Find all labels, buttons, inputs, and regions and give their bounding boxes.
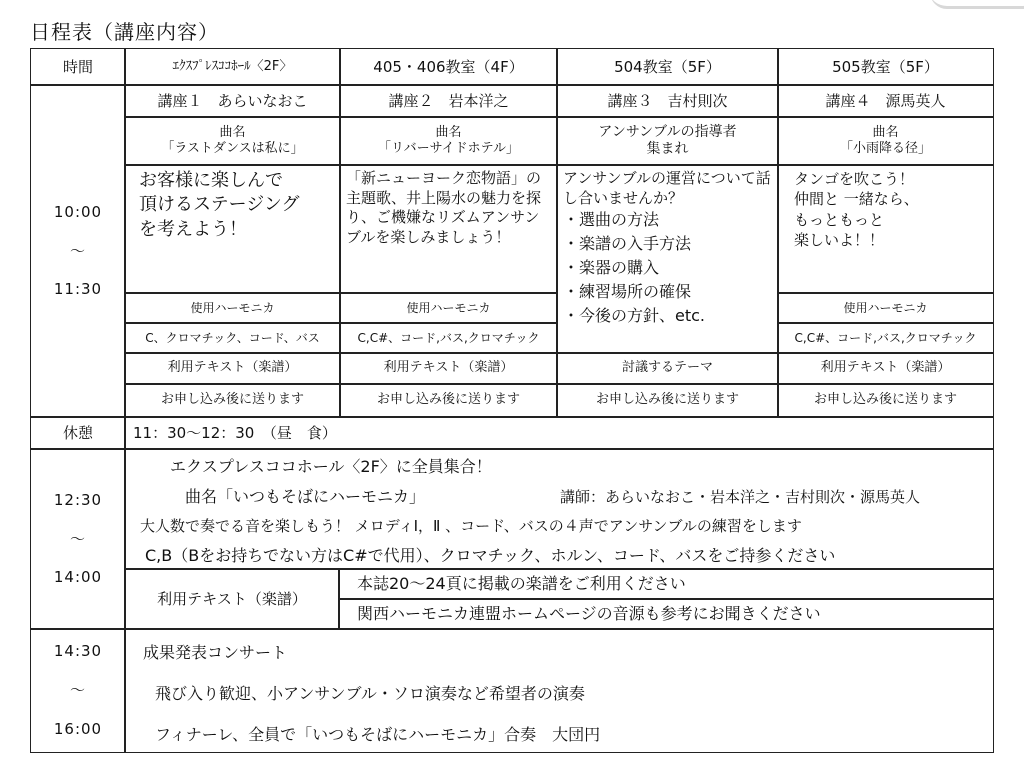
concert-time-end: 16:00 [53,719,103,738]
course-4-song: 「小雨降る径」 [839,141,931,156]
course-1-song-label: 曲名 [219,124,246,140]
concert-line-2: 飛び入り歓迎、小アンサンブル・ソロ演奏など希望者の演奏 [155,684,585,703]
page-title: 日程表（講座内容） [30,20,219,44]
course-1-harmonica: C、クロマチック、コード、バス [124,322,341,354]
course-4-harmonica-label: 使用ハーモニカ [777,292,994,324]
break-text: 11：30～12：30 （昼 食） [124,416,994,450]
course-1-song: 「ラストダンスは私に」 [161,141,304,156]
morning-time-start: 10:00 [53,202,103,221]
course-1-desc: お客様に楽しんで 頂けるステージング を考えよう！ [124,164,341,294]
concert-line-1: 成果発表コンサート [143,643,288,662]
course-2-text-note: お申し込み後に送ります [339,383,558,418]
afternoon-text-line-1: 本誌20～24頁に掲載の楽譜をご利用ください [338,568,994,600]
concert-time-start: 14:30 [53,642,103,661]
course-3-item-3: ・楽器の購入 [563,258,660,277]
course-2-song-cell [339,116,558,166]
course-2-song-label: 曲名 [435,124,462,140]
course-3-name: 講座３ 吉村則次 [556,84,779,118]
header-room-1: ｴｸｽﾌﾟﾚｽｺｺﾎｰﾙ〈2F〉 [124,48,341,86]
course-2-name: 講座２ 岩本洋之 [339,84,558,118]
afternoon-time-end: 14:00 [53,568,103,587]
afternoon-line-1: エクスプレスココホール〈2F〉に全員集合！ [170,457,492,476]
decorative-arc [930,0,1024,9]
course-4-song-cell [777,116,994,166]
concert-time-sep: ～ [69,681,86,700]
course-1-name: 講座１ あらいなおこ [124,84,341,118]
course-4-song-label: 曲名 [872,124,899,140]
course-2-harmonica: C,C#、コード,バス,クロマチック [339,322,558,354]
course-1-text-label: 利用テキスト（楽譜） [124,352,341,385]
afternoon-time-cell [30,448,126,630]
afternoon-line-2: 曲名「いつもそばにハーモニカ」 [185,487,426,506]
concert-time-cell [30,628,126,753]
concert-line-3: フィナーレ、全員で「いつもそばにハーモニカ」合奏 大団円 [155,725,601,744]
course-2-desc: 「新ニューヨーク恋物語」の主題歌、井上陽水の魅力を探り、ご機嫌なリズムアンサンブルを楽しみましょう！ [339,164,558,294]
course-4-desc: タンゴを吹こう！ 仲間と 一緒なら、 もっともっと 楽しいよ！！ [777,164,994,294]
course-2-song: 「リバーサイドホテル」 [377,141,520,156]
course-3-item-4: ・練習場所の確保 [563,282,692,301]
header-room-3: 504教室（5F） [556,48,779,86]
afternoon-time-sep: ～ [69,529,86,548]
afternoon-text-line-2: 関西ハーモニカ連盟ホームページの音源も参考にお聞きください [338,598,994,630]
header-room-2: 405・406教室（4F） [339,48,558,86]
afternoon-line-3: 大人数で奏でる音を楽しもう！ メロディⅠ，Ⅱ 、コード、バスの４声でアンサンブルの練習をします [140,517,802,535]
course-3-text-label: 討議するテーマ [556,352,779,385]
header-room-4: 505教室（5F） [777,48,994,86]
course-4-text-label: 利用テキスト（楽譜） [777,352,994,385]
morning-time-sep: ～ [69,241,86,260]
morning-time-cell [30,84,126,418]
course-4-text-note: お申し込み後に送ります [777,383,994,418]
course-4-harmonica: C,C#、コード,バス,クロマチック [777,322,994,354]
course-3-desc-cell [556,164,779,354]
course-3-desc: アンサンブルの運営について話し合いませんか？ [563,169,771,207]
course-2-text-label: 利用テキスト（楽譜） [339,352,558,385]
header-time: 時間 [30,48,126,86]
course-2-harmonica-label: 使用ハーモニカ [339,292,558,324]
course-3-item-1: ・選曲の方法 [563,210,660,229]
afternoon-line-4: C,B（Bをお持ちでない方はC#で代用）、クロマチック、ホルン、コード、バスをご持参ください [145,546,836,565]
course-3-topic: アンサンブルの指導者 集まれ [556,116,779,166]
course-3-text-note: お申し込み後に送ります [556,383,779,418]
afternoon-time-start: 12:30 [53,490,103,509]
course-3-item-2: ・楽譜の入手方法 [563,234,692,253]
afternoon-text-label: 利用テキスト（楽譜） [124,568,340,630]
course-1-text-note: お申し込み後に送ります [124,383,341,418]
afternoon-teachers: 講師：あらいなおこ・岩本洋之・吉村則次・源馬英人 [560,488,921,506]
course-3-item-5: ・今後の方針、etc. [563,306,706,325]
morning-time-end: 11:30 [53,280,103,299]
course-1-song-cell [124,116,341,166]
course-1-harmonica-label: 使用ハーモニカ [124,292,341,324]
break-label: 休憩 [30,416,126,450]
course-4-name: 講座４ 源馬英人 [777,84,994,118]
